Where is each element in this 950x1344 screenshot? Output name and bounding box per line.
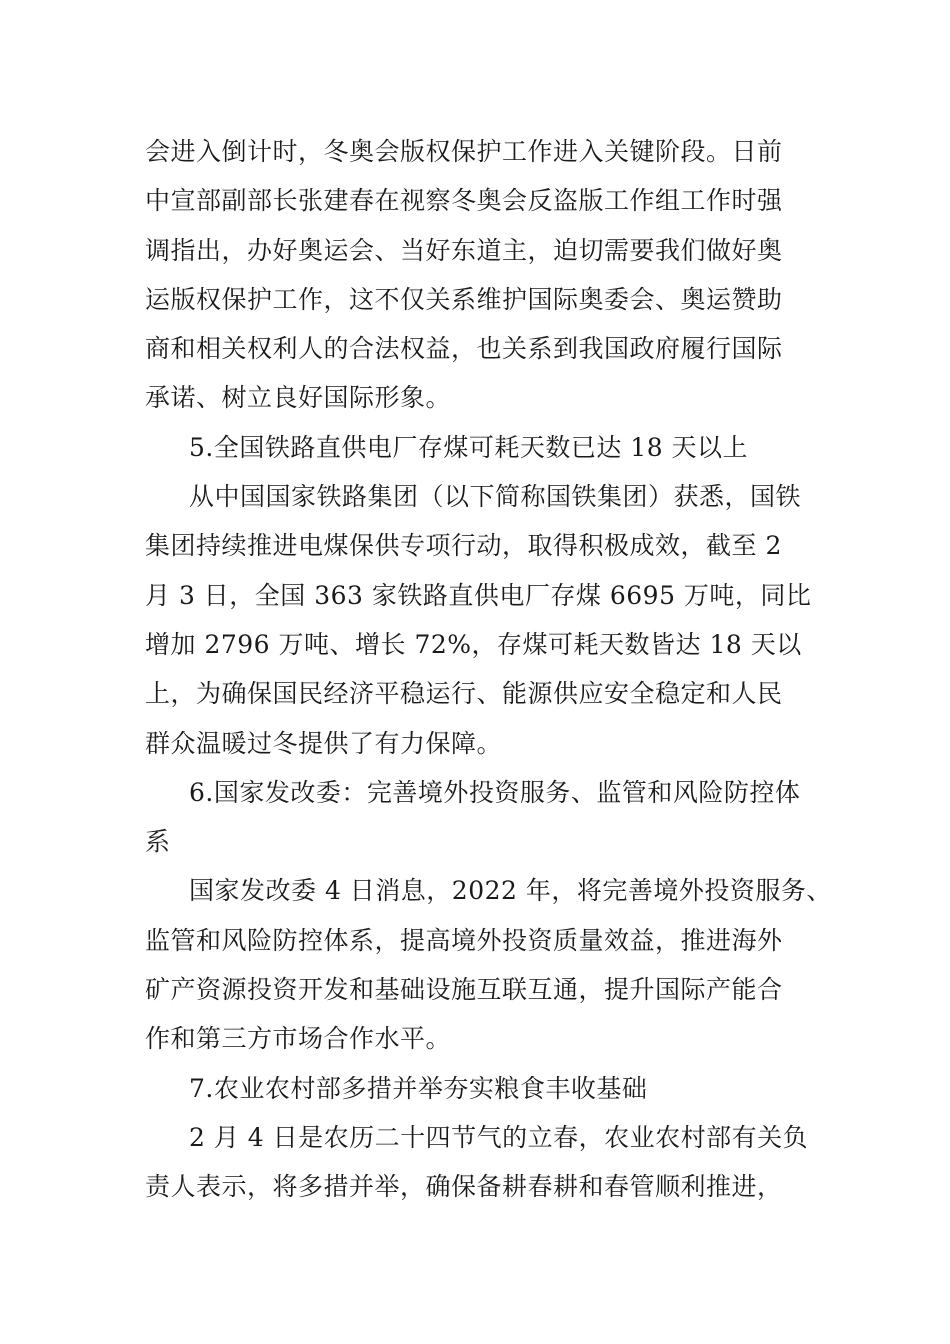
text-line: 集团持续推进电煤保供专项行动，取得积极成效，截至 2: [145, 531, 782, 561]
paragraph-olympics-copyright: [145, 127, 825, 423]
document-body: [145, 127, 832, 1212]
text-line: 上，为确保国民经济平稳运行、能源供应安全稳定和人民: [145, 679, 783, 709]
text-line: 中宣部副部长张建春在视察冬奥会反盗版工作组工作时强: [145, 186, 783, 216]
text-line: 商和相关权利人的合法权益，也关系到我国政府履行国际: [145, 334, 783, 364]
text-line: 6.国家发改委：完善境外投资服务、监管和风险防控体: [189, 777, 801, 807]
text-line: 从中国国家铁路集团（以下简称国铁集团）获悉，国铁: [189, 482, 802, 512]
text-line: 作和第三方市场合作水平。: [145, 1024, 452, 1054]
paragraph-spring-farming: [145, 1113, 825, 1212]
text-line: 承诺、树立良好国际形象。: [145, 383, 452, 413]
heading-item-7: 7.农业农村部多措并举夯实粮食丰收基础: [189, 1073, 648, 1103]
text-line: 责人表示，将多措并举，确保备耕春耕和春管顺利推进，: [145, 1172, 783, 1202]
text-line: 调指出，办好奥运会、当好东道主，迫切需要我们做好奥: [145, 235, 783, 265]
text-line: 国家发改委 4 日消息，2022 年，将完善境外投资服务、: [189, 876, 832, 906]
text-line: 月 3 日，全国 363 家铁路直供电厂存煤 6695 万吨，同比: [145, 580, 812, 610]
text-line: 矿产资源投资开发和基础设施互联互通，提升国际产能合: [145, 975, 783, 1005]
text-line: 系: [145, 827, 171, 857]
text-line: 会进入倒计时，冬奥会版权保护工作进入关键阶段。日前: [145, 137, 783, 166]
text-line: 增加 2796 万吨、增长 72%，存煤可耗天数皆达 18 天以: [145, 629, 802, 659]
paragraph-railway-coal: [145, 472, 825, 768]
heading-item-5: 5.全国铁路直供电厂存煤可耗天数已达 18 天以上: [189, 432, 749, 462]
text-line: 群众温暖过冬提供了有力保障。: [145, 728, 503, 758]
paragraph-overseas-investment: [145, 866, 832, 1063]
heading-item-6: [145, 768, 825, 867]
text-line: 监管和风险防控体系，提高境外投资质量效益，推进海外: [145, 925, 783, 955]
text-line: 2 月 4 日是农历二十四节气的立春，农业农村部有关负: [189, 1122, 809, 1152]
text-line: 运版权保护工作，这不仅关系维护国际奥委会、奥运赞助: [145, 284, 783, 314]
